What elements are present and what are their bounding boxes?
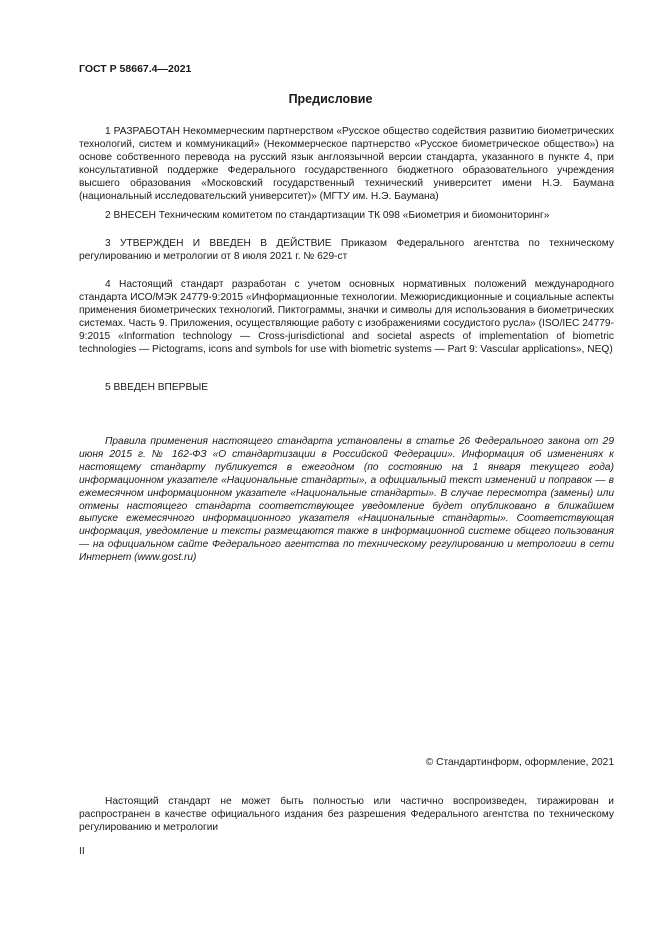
notice-text: Правила применения настоящего стандарта установлены в статье 26 Федерального закона от 29 июня 2015 г. № 162-ФЗ «О стандартизации в Российской Федерации». Информация об изменениях к настоящему стандарту публикуется в ежегодном (по состоянию на 1 января текущего года) информационном указателе «Национальные стандарты», а официальный текст изменений и поправок — в ежемесячном информационном указателе «Национальные стандарты». В случае пересмотра (замены) или отмены настоящего стандарта соответствующее уведомление будет опубликовано в ближайшем выпуске ежемесячного информационного указателя «Национальные стандарты». Соответствующая информация, уведомление и тексты размещаются также в информационной системе общего пользования — на официальном сайте Федерального агентства по техническому регулированию и метрологии в сети Интернет (www.gost.ru) — [79, 436, 614, 564]
page-number: II — [79, 846, 85, 857]
copyright-line: © Стандартинформ, оформление, 2021 — [425, 757, 614, 768]
standard-designation: ГОСТ Р 58667.4—2021 — [79, 63, 192, 75]
paragraph-developed — [79, 126, 614, 203]
reproduction-notice — [79, 796, 614, 835]
application-notice — [79, 436, 614, 565]
paragraph-text: 5 ВВЕДЕН ВПЕРВЫЕ — [105, 382, 209, 393]
paragraph-submitted — [79, 210, 614, 223]
paragraph-text: 3 УТВЕРЖДЕН И ВВЕДЕН В ДЕЙСТВИЕ Приказом Федерального агентства по техническому регулированию и метрологии от 8 июля 2021 г. № 629-ст — [79, 238, 614, 262]
paragraph-introduced — [79, 382, 614, 395]
paragraph-text: 4 Настоящий стандарт разработан с учетом основных нормативных положений международного стандарта ИСО/МЭК 24779-9:2015 «Информационные технологии. Межюрисдикционные и социальные аспекты применения биометрических технологий. Пиктограммы, значки и символы для использования в биометрических системах. Часть 9. Приложения, осуществляющие работу с изображениями сосудистого русла» (ISO/IEC 24779-9:2015 «Information technology — Cross-jurisdictional and societal aspects of implementation of biometric technologies — Pictograms, icons and symbols for use with biometric systems — Part 9: Vascular applications», NEQ) — [79, 279, 615, 355]
paragraph-basis — [79, 279, 614, 356]
paragraph-approved — [79, 238, 614, 264]
paragraph-text: 2 ВНЕСЕН Техническим комитетом по стандартизации ТК 098 «Биометрия и биомониторинг» — [105, 210, 550, 221]
page-title: Предисловие — [288, 92, 373, 106]
reproduction-text: Настоящий стандарт не может быть полностью или частично воспроизведен, тиражирован и распространен в качестве официального издания без разрешения Федерального агентства по техническому регулированию и метрологии — [79, 796, 614, 833]
paragraph-text: 1 РАЗРАБОТАН Некоммерческим партнерством «Русское общество содействия развитию биометрических технологий, систем и коммуникаций» (Некоммерческое партнерство «Русское биометрическое общество») на основе собственного перевода на русский язык англоязычной версии стандарта, указанного в пункте 4, при консультативной поддержке Федерального государственного бюджетного образовательного учреждения высшего образования «Московский государственный технический университет имени Н.Э. Баумана (национальный исследовательский университет)» (МГТУ им. Н.Э. Баумана) — [79, 126, 614, 202]
